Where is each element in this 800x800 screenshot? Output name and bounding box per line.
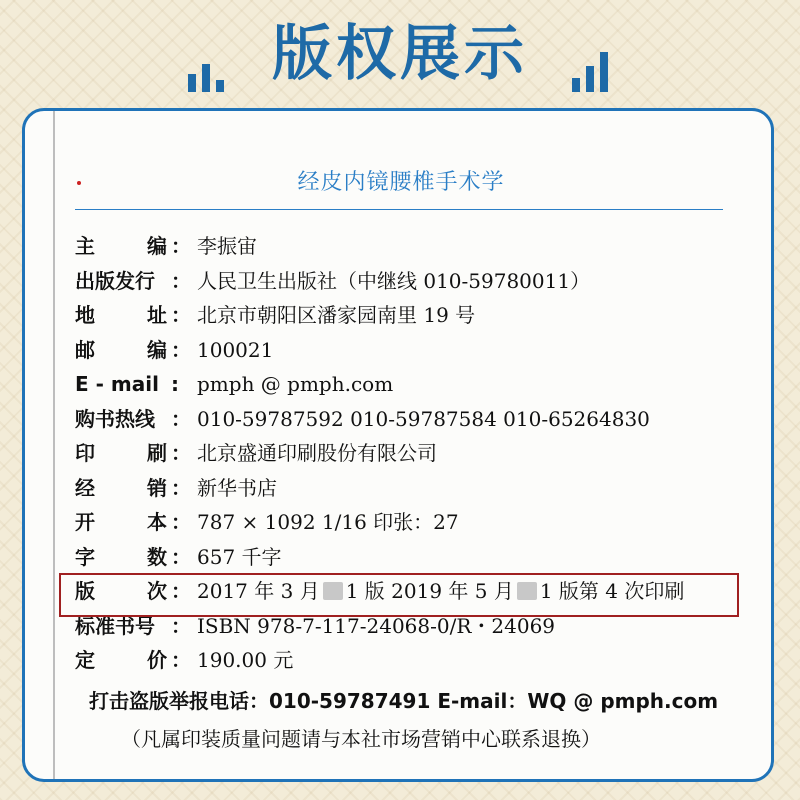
info-value: pmph @ pmph.com: [197, 372, 394, 396]
info-value: 人民卫生出版社（中继线 010-59780011）: [197, 268, 591, 293]
info-value: 新华书店: [197, 475, 277, 500]
page-title: 版权展示: [272, 19, 528, 89]
info-value: 010-59787592 010-59787584 010-65264830: [197, 406, 650, 431]
quality-return-note: （凡属印装质量问题请与本社市场营销中心联系退换）: [121, 727, 601, 751]
info-value: ISBN 978-7-117-24068-0/R・24069: [197, 613, 556, 638]
bar-chart-icon-right: [572, 46, 632, 92]
copyright-card: 经皮内镜腰椎手术学 主 编 ： 李振宙 出版发行 ： 人民卫生出版社（中继线 010-59780011） 地 址 ： 北京市朝阳区潘家园南里 19 号 邮 编 ： 100021 E - mail : pmph @ pmph.com 购书热线 ： 010-59787592 010-59787584 010-65264830 印 刷 ： 北京盛通印刷股份有限公司 经 销 ： 新华书店 开 本 ： 787 × 1092 1/16 印张：27 字 数 ： 657 千字 版 次 ： 2017 年 3 月 1 版 2019 年 5 月 1 版第 4 次印刷 标准书号 ： ISBN 978-7-117-24068-0/R・24069 定 价 ： 190.00 元 打击盗版举报电话：010-59787491 E-mail：WQ @ pmph.com （凡属印装质量问题请与本社市场营销中心联系退换）: [22, 108, 774, 782]
anti-piracy-hotline: 打击盗版举报电话：010-59787491 E-mail：WQ @ pmph.com: [89, 689, 719, 713]
info-value: 787 × 1092 1/16 印张：27: [197, 510, 459, 534]
info-value: 北京市朝阳区潘家园南里 19 号: [197, 303, 476, 327]
edition-highlight-box: [59, 573, 739, 617]
book-title: 经皮内镜腰椎手术学: [297, 170, 505, 195]
info-value: 190.00 元: [197, 648, 294, 672]
page-spine-line: [53, 111, 55, 779]
info-value: 北京盛通印刷股份有限公司: [197, 441, 437, 465]
header-banner: [0, 0, 800, 110]
info-value: 李振宙: [197, 234, 257, 258]
info-value: 100021: [197, 337, 274, 362]
info-value: 657 千字: [197, 544, 282, 569]
title-divider: [75, 209, 723, 210]
info-value: 2017 年 3 月 1 版 2019 年 5 月 1 版第 4 次印刷: [197, 579, 685, 603]
